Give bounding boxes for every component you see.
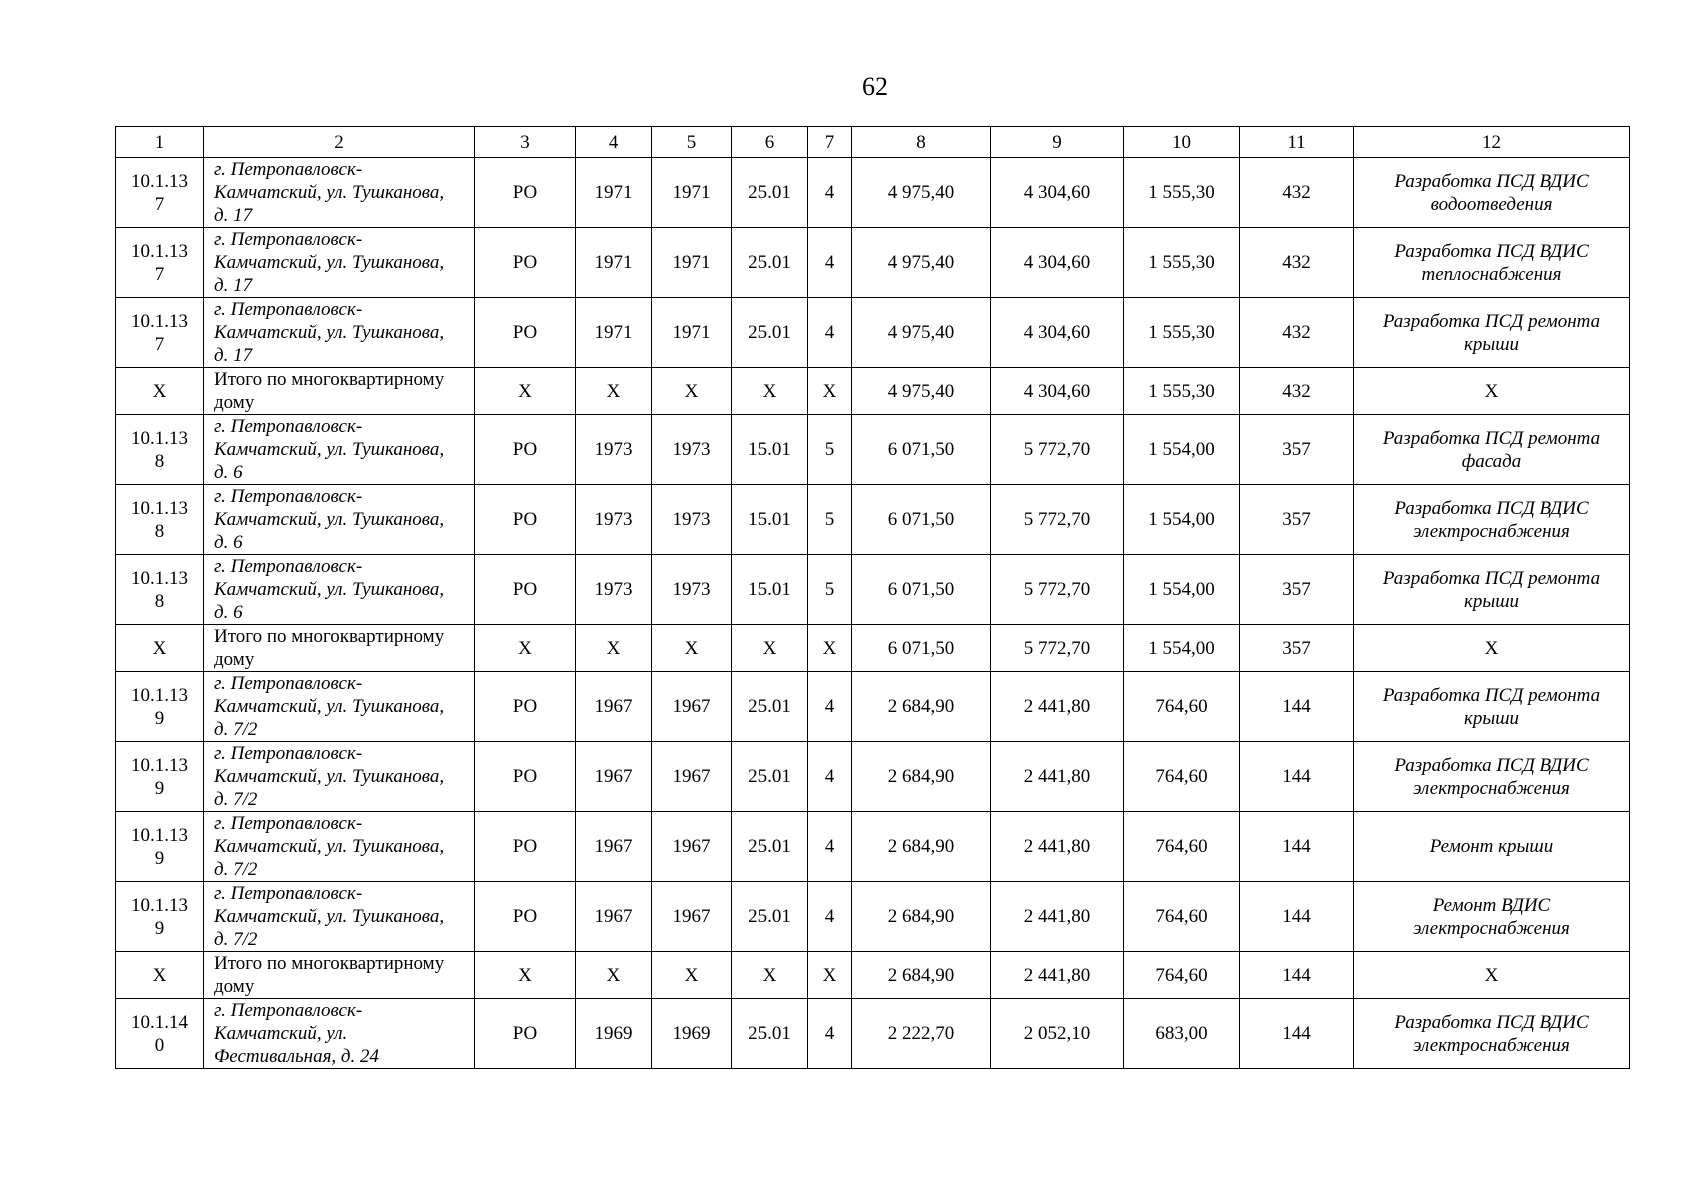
total-area-cell: 6 071,50 bbox=[852, 415, 991, 485]
floors-cell: 4 bbox=[808, 999, 852, 1069]
column-header: 6 bbox=[732, 127, 808, 158]
build-year-cell: 1973 bbox=[576, 485, 652, 555]
residents-count-cell: 432 bbox=[1240, 368, 1354, 415]
table-row bbox=[116, 228, 1630, 298]
residents-count-cell: 144 bbox=[1240, 742, 1354, 812]
owner-type-cell: Х bbox=[475, 625, 576, 672]
wall-material-cell: 25.01 bbox=[732, 742, 808, 812]
address-cell: г. Петропавловск- Камчатский, ул. Тушканова, д. 17 bbox=[204, 228, 475, 298]
residents-count-cell: 432 bbox=[1240, 228, 1354, 298]
residential-area-cell: 4 304,60 bbox=[991, 228, 1124, 298]
table-body bbox=[116, 127, 1630, 1069]
work-type-cell: Разработка ПСД ВДИС электроснабжения bbox=[1354, 485, 1630, 555]
column-header: 4 bbox=[576, 127, 652, 158]
build-year-cell: 1971 bbox=[576, 228, 652, 298]
item-number-cell: 10.1.13 8 bbox=[116, 415, 204, 485]
residents-count-cell: 432 bbox=[1240, 158, 1354, 228]
floors-cell: 4 bbox=[808, 158, 852, 228]
residents-count-cell: 357 bbox=[1240, 485, 1354, 555]
residential-area-cell: 5 772,70 bbox=[991, 625, 1124, 672]
nonresidential-area-cell: 1 555,30 bbox=[1124, 158, 1240, 228]
column-header: 11 bbox=[1240, 127, 1354, 158]
build-year-cell: 1967 bbox=[576, 812, 652, 882]
item-number-cell: Х bbox=[116, 368, 204, 415]
column-header: 1 bbox=[116, 127, 204, 158]
residential-area-cell: 5 772,70 bbox=[991, 415, 1124, 485]
residential-area-cell: 5 772,70 bbox=[991, 485, 1124, 555]
commission-year-cell: 1973 bbox=[652, 485, 732, 555]
commission-year-cell: Х bbox=[652, 368, 732, 415]
residents-count-cell: 144 bbox=[1240, 999, 1354, 1069]
table-row bbox=[116, 812, 1630, 882]
work-type-cell: Разработка ПСД ремонта фасада bbox=[1354, 415, 1630, 485]
build-year-cell: Х bbox=[576, 368, 652, 415]
nonresidential-area-cell: 1 555,30 bbox=[1124, 298, 1240, 368]
nonresidential-area-cell: 683,00 bbox=[1124, 999, 1240, 1069]
owner-type-cell: РО bbox=[475, 485, 576, 555]
wall-material-cell: 25.01 bbox=[732, 882, 808, 952]
owner-type-cell: РО bbox=[475, 298, 576, 368]
total-area-cell: 2 684,90 bbox=[852, 952, 991, 999]
floors-cell: 4 bbox=[808, 812, 852, 882]
commission-year-cell: Х bbox=[652, 625, 732, 672]
table-row bbox=[116, 672, 1630, 742]
address-cell: г. Петропавловск- Камчатский, ул. Тушканова, д. 6 bbox=[204, 415, 475, 485]
item-number-cell: 10.1.13 7 bbox=[116, 298, 204, 368]
commission-year-cell: 1967 bbox=[652, 812, 732, 882]
nonresidential-area-cell: 1 555,30 bbox=[1124, 228, 1240, 298]
work-type-cell: Разработка ПСД ремонта крыши bbox=[1354, 555, 1630, 625]
residential-area-cell: 2 052,10 bbox=[991, 999, 1124, 1069]
commission-year-cell: 1973 bbox=[652, 415, 732, 485]
residents-count-cell: 432 bbox=[1240, 298, 1354, 368]
build-year-cell: Х bbox=[576, 952, 652, 999]
address-cell: Итого по многоквартирному дому bbox=[204, 368, 475, 415]
floors-cell: 4 bbox=[808, 742, 852, 812]
nonresidential-area-cell: 1 554,00 bbox=[1124, 555, 1240, 625]
nonresidential-area-cell: 764,60 bbox=[1124, 812, 1240, 882]
address-cell: г. Петропавловск- Камчатский, ул. Тушканова, д. 17 bbox=[204, 298, 475, 368]
item-number-cell: 10.1.13 9 bbox=[116, 812, 204, 882]
wall-material-cell: 25.01 bbox=[732, 812, 808, 882]
commission-year-cell: 1967 bbox=[652, 882, 732, 952]
total-area-cell: 2 684,90 bbox=[852, 882, 991, 952]
work-type-cell: Х bbox=[1354, 625, 1630, 672]
commission-year-cell: 1967 bbox=[652, 672, 732, 742]
build-year-cell: 1967 bbox=[576, 882, 652, 952]
address-cell: г. Петропавловск- Камчатский, ул. Тушканова, д. 6 bbox=[204, 555, 475, 625]
register-table bbox=[115, 126, 1630, 1069]
item-number-cell: 10.1.13 8 bbox=[116, 485, 204, 555]
build-year-cell: 1971 bbox=[576, 158, 652, 228]
total-area-cell: 6 071,50 bbox=[852, 485, 991, 555]
total-area-cell: 6 071,50 bbox=[852, 625, 991, 672]
residential-area-cell: 2 441,80 bbox=[991, 672, 1124, 742]
floors-cell: 4 bbox=[808, 298, 852, 368]
floors-cell: Х bbox=[808, 368, 852, 415]
nonresidential-area-cell: 1 555,30 bbox=[1124, 368, 1240, 415]
commission-year-cell: 1971 bbox=[652, 298, 732, 368]
item-number-cell: 10.1.13 9 bbox=[116, 672, 204, 742]
work-type-cell: Х bbox=[1354, 952, 1630, 999]
owner-type-cell: РО bbox=[475, 882, 576, 952]
column-header: 10 bbox=[1124, 127, 1240, 158]
table-row bbox=[116, 158, 1630, 228]
commission-year-cell: 1969 bbox=[652, 999, 732, 1069]
residents-count-cell: 357 bbox=[1240, 625, 1354, 672]
address-cell: г. Петропавловск- Камчатский, ул. Тушканова, д. 7/2 bbox=[204, 882, 475, 952]
address-cell: Итого по многоквартирному дому bbox=[204, 952, 475, 999]
total-row bbox=[116, 368, 1630, 415]
commission-year-cell: 1973 bbox=[652, 555, 732, 625]
nonresidential-area-cell: 764,60 bbox=[1124, 742, 1240, 812]
residential-area-cell: 2 441,80 bbox=[991, 812, 1124, 882]
wall-material-cell: Х bbox=[732, 625, 808, 672]
address-cell: Итого по многоквартирному дому bbox=[204, 625, 475, 672]
column-header: 9 bbox=[991, 127, 1124, 158]
residents-count-cell: 144 bbox=[1240, 672, 1354, 742]
floors-cell: 4 bbox=[808, 882, 852, 952]
floors-cell: Х bbox=[808, 952, 852, 999]
commission-year-cell: 1967 bbox=[652, 742, 732, 812]
total-area-cell: 4 975,40 bbox=[852, 158, 991, 228]
address-cell: г. Петропавловск- Камчатский, ул. Фестивальная, д. 24 bbox=[204, 999, 475, 1069]
work-type-cell: Разработка ПСД ВДИС электроснабжения bbox=[1354, 999, 1630, 1069]
owner-type-cell: РО bbox=[475, 672, 576, 742]
commission-year-cell: Х bbox=[652, 952, 732, 999]
wall-material-cell: 15.01 bbox=[732, 555, 808, 625]
residential-area-cell: 4 304,60 bbox=[991, 298, 1124, 368]
nonresidential-area-cell: 1 554,00 bbox=[1124, 625, 1240, 672]
floors-cell: 4 bbox=[808, 228, 852, 298]
header-row bbox=[116, 127, 1630, 158]
table-row bbox=[116, 555, 1630, 625]
build-year-cell: 1971 bbox=[576, 298, 652, 368]
wall-material-cell: Х bbox=[732, 952, 808, 999]
total-area-cell: 2 222,70 bbox=[852, 999, 991, 1069]
floors-cell: 5 bbox=[808, 555, 852, 625]
total-area-cell: 2 684,90 bbox=[852, 672, 991, 742]
wall-material-cell: 15.01 bbox=[732, 415, 808, 485]
floors-cell: 4 bbox=[808, 672, 852, 742]
residents-count-cell: 357 bbox=[1240, 415, 1354, 485]
build-year-cell: 1973 bbox=[576, 555, 652, 625]
residents-count-cell: 357 bbox=[1240, 555, 1354, 625]
address-cell: г. Петропавловск- Камчатский, ул. Тушканова, д. 17 bbox=[204, 158, 475, 228]
residential-area-cell: 2 441,80 bbox=[991, 742, 1124, 812]
work-type-cell: Разработка ПСД ремонта крыши bbox=[1354, 672, 1630, 742]
commission-year-cell: 1971 bbox=[652, 228, 732, 298]
item-number-cell: 10.1.13 7 bbox=[116, 158, 204, 228]
owner-type-cell: РО bbox=[475, 415, 576, 485]
column-header: 3 bbox=[475, 127, 576, 158]
address-cell: г. Петропавловск- Камчатский, ул. Тушканова, д. 6 bbox=[204, 485, 475, 555]
owner-type-cell: РО bbox=[475, 228, 576, 298]
build-year-cell: Х bbox=[576, 625, 652, 672]
table-row bbox=[116, 742, 1630, 812]
item-number-cell: 10.1.13 7 bbox=[116, 228, 204, 298]
table-row bbox=[116, 999, 1630, 1069]
total-area-cell: 4 975,40 bbox=[852, 298, 991, 368]
residents-count-cell: 144 bbox=[1240, 812, 1354, 882]
work-type-cell: Разработка ПСД ВДИС водоотведения bbox=[1354, 158, 1630, 228]
nonresidential-area-cell: 764,60 bbox=[1124, 952, 1240, 999]
commission-year-cell: 1971 bbox=[652, 158, 732, 228]
wall-material-cell: 15.01 bbox=[732, 485, 808, 555]
item-number-cell: 10.1.13 8 bbox=[116, 555, 204, 625]
column-header: 7 bbox=[808, 127, 852, 158]
item-number-cell: Х bbox=[116, 625, 204, 672]
residential-area-cell: 5 772,70 bbox=[991, 555, 1124, 625]
residents-count-cell: 144 bbox=[1240, 952, 1354, 999]
floors-cell: Х bbox=[808, 625, 852, 672]
owner-type-cell: РО bbox=[475, 812, 576, 882]
wall-material-cell: Х bbox=[732, 368, 808, 415]
table-row bbox=[116, 415, 1630, 485]
wall-material-cell: 25.01 bbox=[732, 228, 808, 298]
column-header: 5 bbox=[652, 127, 732, 158]
address-cell: г. Петропавловск- Камчатский, ул. Тушканова, д. 7/2 bbox=[204, 742, 475, 812]
total-area-cell: 6 071,50 bbox=[852, 555, 991, 625]
floors-cell: 5 bbox=[808, 485, 852, 555]
nonresidential-area-cell: 764,60 bbox=[1124, 882, 1240, 952]
owner-type-cell: РО bbox=[475, 999, 576, 1069]
column-header: 2 bbox=[204, 127, 475, 158]
table-row bbox=[116, 882, 1630, 952]
residential-area-cell: 2 441,80 bbox=[991, 952, 1124, 999]
wall-material-cell: 25.01 bbox=[732, 999, 808, 1069]
column-header: 12 bbox=[1354, 127, 1630, 158]
work-type-cell: Ремонт ВДИС электроснабжения bbox=[1354, 882, 1630, 952]
build-year-cell: 1969 bbox=[576, 999, 652, 1069]
work-type-cell: Разработка ПСД ВДИС электроснабжения bbox=[1354, 742, 1630, 812]
item-number-cell: 10.1.13 9 bbox=[116, 742, 204, 812]
table-row bbox=[116, 298, 1630, 368]
work-type-cell: Разработка ПСД ВДИС теплоснабжения bbox=[1354, 228, 1630, 298]
nonresidential-area-cell: 764,60 bbox=[1124, 672, 1240, 742]
residential-area-cell: 4 304,60 bbox=[991, 368, 1124, 415]
column-header: 8 bbox=[852, 127, 991, 158]
item-number-cell: 10.1.13 9 bbox=[116, 882, 204, 952]
nonresidential-area-cell: 1 554,00 bbox=[1124, 485, 1240, 555]
total-area-cell: 2 684,90 bbox=[852, 742, 991, 812]
item-number-cell: Х bbox=[116, 952, 204, 999]
wall-material-cell: 25.01 bbox=[732, 672, 808, 742]
owner-type-cell: РО bbox=[475, 555, 576, 625]
table-row bbox=[116, 485, 1630, 555]
total-area-cell: 4 975,40 bbox=[852, 228, 991, 298]
owner-type-cell: Х bbox=[475, 952, 576, 999]
total-area-cell: 4 975,40 bbox=[852, 368, 991, 415]
residents-count-cell: 144 bbox=[1240, 882, 1354, 952]
residential-area-cell: 2 441,80 bbox=[991, 882, 1124, 952]
work-type-cell: Разработка ПСД ремонта крыши bbox=[1354, 298, 1630, 368]
total-row bbox=[116, 952, 1630, 999]
residential-area-cell: 4 304,60 bbox=[991, 158, 1124, 228]
nonresidential-area-cell: 1 554,00 bbox=[1124, 415, 1240, 485]
owner-type-cell: Х bbox=[475, 368, 576, 415]
item-number-cell: 10.1.14 0 bbox=[116, 999, 204, 1069]
address-cell: г. Петропавловск- Камчатский, ул. Тушканова, д. 7/2 bbox=[204, 672, 475, 742]
build-year-cell: 1967 bbox=[576, 672, 652, 742]
owner-type-cell: РО bbox=[475, 158, 576, 228]
total-row bbox=[116, 625, 1630, 672]
build-year-cell: 1973 bbox=[576, 415, 652, 485]
total-area-cell: 2 684,90 bbox=[852, 812, 991, 882]
work-type-cell: Х bbox=[1354, 368, 1630, 415]
page-number: 62 bbox=[862, 72, 888, 101]
owner-type-cell: РО bbox=[475, 742, 576, 812]
work-type-cell: Ремонт крыши bbox=[1354, 812, 1630, 882]
floors-cell: 5 bbox=[808, 415, 852, 485]
build-year-cell: 1967 bbox=[576, 742, 652, 812]
address-cell: г. Петропавловск- Камчатский, ул. Тушканова, д. 7/2 bbox=[204, 812, 475, 882]
wall-material-cell: 25.01 bbox=[732, 158, 808, 228]
wall-material-cell: 25.01 bbox=[732, 298, 808, 368]
